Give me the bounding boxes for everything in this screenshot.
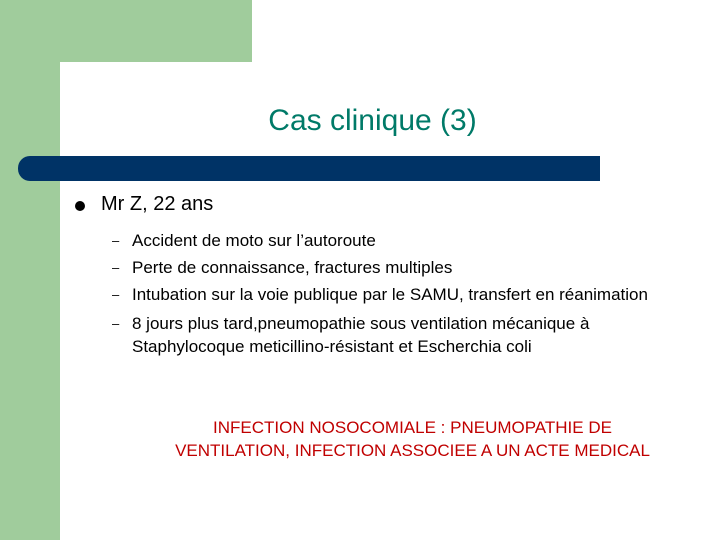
- sub-bullet-item: [112, 283, 687, 306]
- bullet-dot-icon: [75, 201, 85, 211]
- dash-icon: –: [112, 233, 120, 248]
- conclusion-text: INFECTION NOSOCOMIALE : PNEUMOPATHIE DE VENTILATION, INFECTION ASSOCIEE A UN ACTE MEDICAL: [175, 418, 650, 460]
- decorative-green-left-bar: [0, 0, 60, 540]
- sub-bullet-text: Perte de connaissance, fractures multiples: [132, 258, 453, 277]
- sub-bullet-item: [112, 312, 687, 358]
- dash-icon: –: [112, 287, 120, 302]
- sub-bullet-text: Accident de moto sur l’autoroute: [132, 231, 376, 250]
- dash-icon: –: [112, 260, 120, 275]
- dash-icon: –: [112, 316, 120, 331]
- sub-bullet-item: [112, 254, 687, 281]
- decorative-rounded-corner: [60, 62, 120, 122]
- slide-title: Cas clinique (3): [268, 104, 477, 137]
- sub-bullet-list: [112, 227, 687, 358]
- title-underline-bar: [18, 156, 600, 181]
- main-bullet-text: Mr Z, 22 ans: [101, 193, 214, 215]
- sub-bullet-item: [112, 227, 687, 254]
- sub-bullet-text: Intubation sur la voie publique par le SAMU, transfert en réanimation: [132, 285, 648, 304]
- sub-bullet-text: 8 jours plus tard,pneumopathie sous ventilation mécanique à Staphylocoque meticillino-résistant et Escherchia coli: [132, 314, 590, 356]
